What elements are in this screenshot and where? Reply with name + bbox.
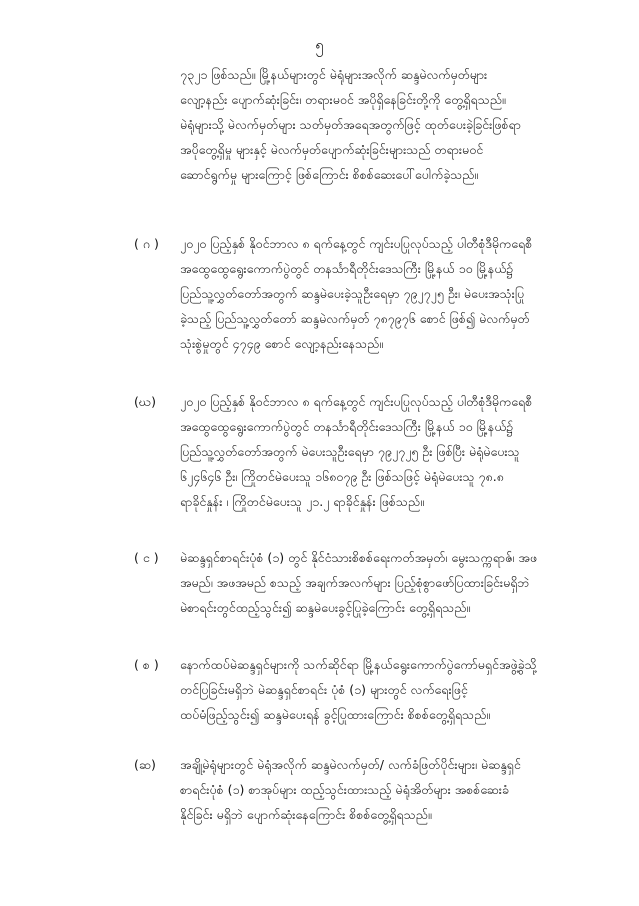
text-line: သုံးစွဲမှုတွင် ၄၇၄၉ စောင် လျော့နည်းနေသည်။ bbox=[180, 336, 384, 351]
item-paragraph bbox=[180, 231, 562, 356]
item-marker: ( စ ) bbox=[134, 657, 159, 672]
text-line: ၆၂၄၆၄၆ ဦး၊ ကြိုတင်မဲပေးသူ ၁၆၈၀၇၉ ဦး ဖြစ်သဖြင့် မဲရုံမဲပေးသူ ၇၈.၈ bbox=[180, 469, 504, 484]
text-line: ရာခိုင်နှုန်း ၊ ကြိုတင်မဲပေးသူ ၂၁.၂ ရာခိုင်နှုန်း ဖြစ်သည်။ bbox=[180, 494, 424, 509]
text-line: မဲရုံများသို့ မဲလက်မှတ်များ သတ်မှတ်အရေအတွက်ဖြင့် ထုတ်ပေးခဲ့ခြင်းဖြစ်ရာ bbox=[180, 117, 521, 132]
text-line: အထွေထွေရွေးကောက်ပွဲတွင် တနင်္သာရီတိုင်းဒေသကြီး မြို့နယ် ၁၀ မြို့နယ်၌ bbox=[180, 419, 514, 434]
text-line: စာရင်းပုံစံ (၁) စာအုပ်များ ထည့်သွင်းထားသည့် မဲရုံအိတ်များ အစစ်ဆေးခံ bbox=[180, 782, 509, 797]
text-line: လျော့နည်း ပျောက်ဆုံးခြင်း၊ တရားမဝင် အပိုရှိနေခြင်းတို့ကို တွေ့ရှိရသည်။ bbox=[180, 92, 506, 107]
text-line: ပြည်သူ့လွှတ်တော်အတွက် မဲပေးသူဦးရေမှာ ၇၉၂၇၂၅ ဦး ဖြစ်ပြီး မဲရုံမဲပေးသူ bbox=[180, 444, 520, 459]
text-line: ၇၃၂၁ ဖြစ်သည်။ မြို့နယ်များတွင် မဲရုံများအလိုက် ဆန္ဒမဲလက်မှတ်များ bbox=[180, 67, 488, 82]
intro-paragraph bbox=[180, 62, 562, 187]
text-line: အပိုတွေ့ရှိမှု များနှင့် မဲလက်မှတ်ပျောက်ဆုံးခြင်းများသည် တရားမဝင် bbox=[180, 142, 484, 157]
text-line: တင်ပြခြင်းမရှိဘဲ မဲဆန္ဒရှင်စာရင်း ပုံစံ (၁) များတွင် လက်ရေးဖြင့် bbox=[180, 682, 468, 697]
page-number: ၅ bbox=[315, 36, 324, 54]
text-line: မဲဆန္ဒရှင်စာရင်းပုံစံ (၁) တွင် နိုင်ငံသားစိစစ်ရေးကတ်အမှတ်၊ မွေးသက္ကရာဇ်၊ အဖ bbox=[180, 550, 538, 565]
item-marker: ( ဂ ) bbox=[134, 236, 159, 251]
text-line: နောက်ထပ်မဲဆန္ဒရှင်များကို သက်ဆိုင်ရာ မြို့နယ်ရွေးကောက်ပွဲကော်မရှင်အဖွဲ့ခွဲသို့ bbox=[180, 657, 537, 672]
item-paragraph bbox=[180, 752, 562, 827]
item-paragraph bbox=[180, 389, 562, 514]
text-line: ခဲ့သည့် ပြည်သူ့လွှတ်တော် ဆန္ဒမဲလက်မှတ် ၇၈၇၉၇၆ စောင် ဖြစ်၍ မဲလက်မှတ် bbox=[180, 311, 530, 326]
text-line: အထွေထွေရွေးကောက်ပွဲတွင် တနင်္သာရီတိုင်းဒေသကြီး မြို့နယ် ၁၀ မြို့နယ်၌ bbox=[180, 261, 514, 276]
text-line: နိုင်ခြင်း မရှိဘဲ ပျောက်ဆုံးနေကြောင်း စိစစ်တွေ့ရှိရသည်။ bbox=[180, 807, 432, 822]
text-line: ပြည်သူ့လွှတ်တော်အတွက် ဆန္ဒမဲပေးခဲ့သူဦးရေမှာ ၇၉၂၇၂၅ ဦး၊ မဲပေးအသုံးပြု bbox=[180, 286, 525, 301]
text-line: ၂၀၂၀ ပြည့်နှစ် နိုဝင်ဘာလ ၈ ရက်နေ့တွင် ကျင်းပပြုလုပ်သည့် ပါတီစုံဒီမိုကရေစီ bbox=[180, 236, 533, 251]
item-marker: ( င ) bbox=[134, 550, 159, 565]
item-paragraph bbox=[180, 652, 562, 727]
text-line: မဲစာရင်းတွင်ထည့်သွင်း၍ ဆန္ဒမဲပေးခွင့်ပြုခဲ့ကြောင်း တွေ့ရှိရသည်။ bbox=[180, 600, 471, 615]
text-line: အချို့မဲရုံများတွင် မဲရုံအလိုက် ဆန္ဒမဲလက်မှတ်/ လက်ခံဖြတ်ပိုင်းများ၊ မဲဆန္ဒရှင် bbox=[180, 757, 521, 772]
text-line: ဆောင်ရွက်မှု များကြောင့် ဖြစ်ကြောင်း စိစစ်ဆေးပေါ်ပေါက်ခဲ့သည်။ bbox=[180, 167, 479, 182]
text-line: အမည်၊ အဖအမည် စသည့် အချက်အလက်များ ပြည့်စုံစွာဖော်ပြထားခြင်းမရှိဘဲ bbox=[180, 575, 530, 590]
text-line: ထပ်မံဖြည့်သွင်း၍ ဆန္ဒမဲပေးရန် ခွင့်ပြုထားကြောင်း စိစစ်တွေ့ရှိရသည်။ bbox=[180, 707, 491, 722]
item-marker: (ဆ) bbox=[134, 757, 156, 772]
item-marker: (ဃ) bbox=[134, 394, 156, 409]
item-paragraph bbox=[180, 545, 562, 620]
text-line: ၂၀၂၀ ပြည့်နှစ် နိုဝင်ဘာလ ၈ ရက်နေ့တွင် ကျင်းပပြုလုပ်သည့် ပါတီစုံဒီမိုကရေစီ bbox=[180, 394, 533, 409]
